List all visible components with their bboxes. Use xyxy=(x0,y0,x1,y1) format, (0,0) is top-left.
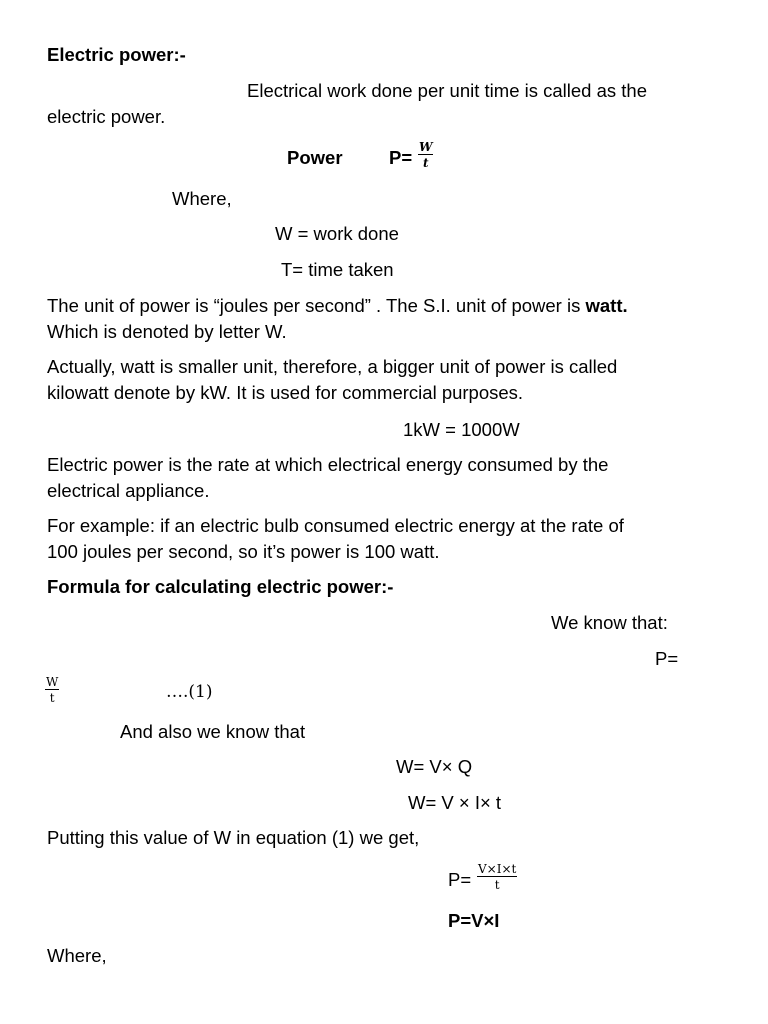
fraction-denominator: t xyxy=(494,878,500,892)
formula-label-power: Power xyxy=(287,147,343,168)
power-equals-vi: P=V×I xyxy=(448,910,500,931)
heading-electric-power: Electric power:- xyxy=(47,44,186,65)
unit-line-1 xyxy=(47,297,628,316)
fraction-w-over-t xyxy=(418,141,433,169)
kilowatt-line-2: kilowatt denote by kW. It is used for commercial purposes. xyxy=(47,382,524,403)
rate-line-1: Electric power is the rate at which electrical energy consumed by the xyxy=(47,454,609,475)
work-equals-vit: W= V × I× t xyxy=(408,792,502,813)
fraction-denominator: t xyxy=(49,691,55,705)
fraction-denominator: t xyxy=(422,156,429,170)
fraction-vit-over-t xyxy=(477,863,517,891)
where-label-2: Where, xyxy=(47,945,107,966)
work-done-definition: W = work done xyxy=(275,223,399,244)
unit-line-1-text: The unit of power is “joules per second” . The S.I. unit of power is xyxy=(47,295,586,316)
equation-number-1: ….(1) xyxy=(166,682,213,702)
p-equals-3: P= xyxy=(448,869,472,890)
work-equals-vq: W= V× Q xyxy=(396,756,473,777)
p-equals-2: P= xyxy=(655,648,679,669)
putting-value-line: Putting this value of W in equation (1) we get, xyxy=(47,827,420,848)
fraction-w-over-t-2 xyxy=(45,676,59,704)
kilowatt-equation: 1kW = 1000W xyxy=(403,419,520,440)
definition-line-2: electric power. xyxy=(47,106,166,127)
time-taken-definition: T= time taken xyxy=(281,259,394,280)
rate-line-2: electrical appliance. xyxy=(47,480,210,501)
example-line-1: For example: if an electric bulb consumed electric energy at the rate of xyxy=(47,515,624,536)
formula-p-equals: P= xyxy=(389,147,413,168)
kilowatt-line-1: Actually, watt is smaller unit, therefore, a bigger unit of power is called xyxy=(47,356,618,377)
unit-watt-bold: watt. xyxy=(585,295,628,316)
fraction-numerator: V×I×t xyxy=(478,862,517,876)
also-know-that: And also we know that xyxy=(120,721,306,742)
unit-line-2: Which is denoted by letter W. xyxy=(47,321,287,342)
example-line-2: 100 joules per second, so it’s power is 100 watt. xyxy=(47,541,440,562)
heading-formula: Formula for calculating electric power:- xyxy=(47,576,394,597)
fraction-numerator: W xyxy=(419,140,433,154)
definition-line-1: Electrical work done per unit time is called as the xyxy=(247,80,647,101)
where-label: Where, xyxy=(172,188,232,209)
fraction-numerator: W xyxy=(46,675,59,689)
we-know-that: We know that: xyxy=(551,612,668,633)
